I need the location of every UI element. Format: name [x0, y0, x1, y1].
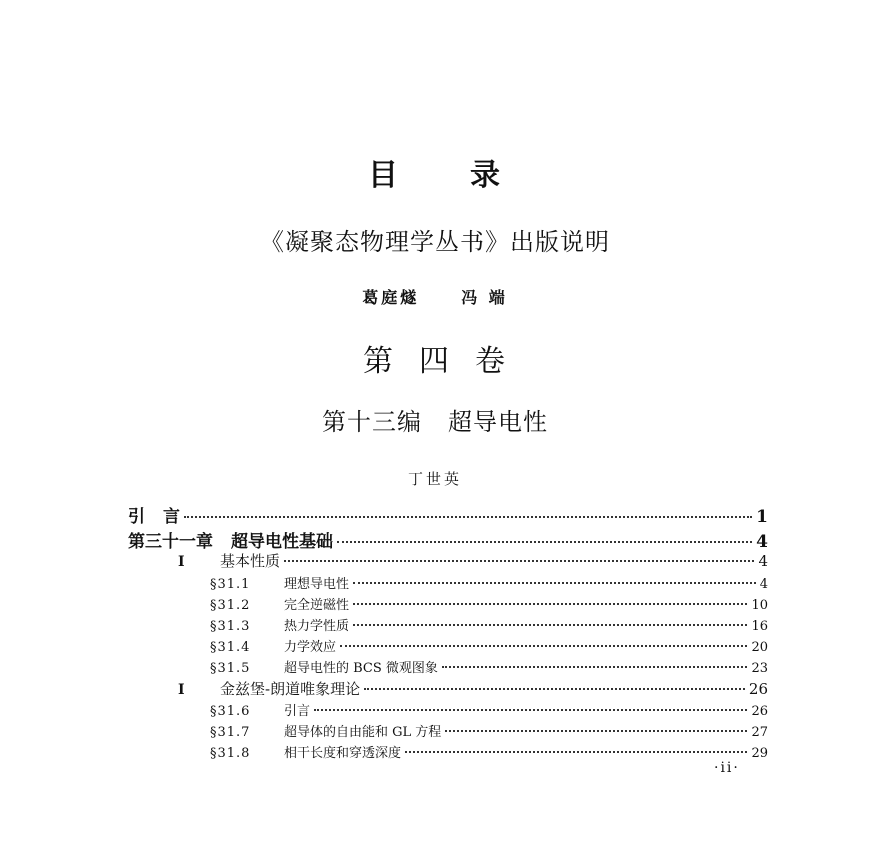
toc-entry-number: §31.4 [210, 640, 251, 655]
toc-entry-page: 26 [748, 680, 768, 698]
leader-dots [314, 708, 747, 711]
toc-entry [210, 573, 768, 592]
toc-entry [128, 527, 768, 552]
toc-entry-page: 10 [751, 598, 768, 613]
toc-entry-title: 超导体的自由能和 GL 方程 [284, 725, 442, 740]
toc-entry-number: §31.5 [210, 661, 251, 676]
toc-entry-title: 引言 [284, 704, 311, 719]
toc-entry-title: 言 [163, 507, 180, 527]
toc-entry [210, 700, 768, 719]
leader-dots [337, 540, 752, 543]
toc-entry-page: 26 [751, 704, 768, 719]
toc-entry-number: I [178, 554, 185, 570]
toc-entry-number: §31.7 [210, 725, 251, 740]
toc-entry-number: 引 [128, 507, 145, 527]
toc-entry-number: §31.6 [210, 704, 251, 719]
toc-entry-title: 基本性质 [220, 552, 281, 570]
toc-entry [210, 657, 768, 676]
toc-entry-title: 金兹堡-朗道唯象理论 [220, 680, 361, 698]
toc-entry-title: 理想导电性 [284, 577, 350, 592]
series-note-title: 《凝聚态物理学丛书》出版说明 [260, 228, 610, 256]
toc-entry-number: §31.3 [210, 619, 251, 634]
toc-entry-page: 20 [751, 640, 768, 655]
editor-name: 冯 端 [461, 288, 508, 307]
toc-entry-page: 1 [756, 507, 768, 527]
toc-entry-title: 力学效应 [284, 640, 337, 655]
volume-char: 四 [419, 344, 451, 379]
toc-entry-page: 4 [756, 532, 768, 552]
toc-entry-page: 4 [758, 552, 768, 570]
toc-entry-page: 29 [751, 746, 768, 761]
toc-entry-number: §31.2 [210, 598, 251, 613]
leader-dots [353, 623, 747, 626]
part-title: 超导电性 [448, 408, 548, 436]
toc-entry-title: 超导电性的 BCS 微观图象 [284, 661, 438, 676]
toc-entry-number: I [178, 682, 185, 698]
toc-entry-title: 相干长度和穿透深度 [284, 746, 402, 761]
toc-entry [210, 721, 768, 740]
toc-entry [178, 550, 768, 571]
toc-entry-number: §31.8 [210, 746, 251, 761]
part-number: 第十三编 [322, 408, 422, 436]
toc-entry-number: §31.1 [210, 577, 251, 592]
leader-dots [442, 665, 748, 668]
leader-dots [184, 515, 752, 518]
toc-entry-title: 完全逆磁性 [284, 598, 350, 613]
toc-entry [210, 636, 768, 655]
toc-entry [128, 502, 768, 527]
toc-entry [210, 742, 768, 761]
toc-entry [210, 594, 768, 613]
toc-entry [210, 615, 768, 634]
editor-name: 葛庭燧 [362, 288, 420, 307]
leader-dots [405, 750, 747, 753]
leader-dots [284, 559, 754, 562]
author-name: 丁世英 [407, 470, 462, 488]
toc-entry-number: 第三十一章 [128, 532, 213, 552]
leader-dots [353, 602, 747, 605]
leader-dots [364, 687, 745, 690]
page-folio: ·ii· [714, 760, 740, 776]
title-char-2: 录 [470, 158, 502, 193]
toc-entry-page: 16 [751, 619, 768, 634]
toc-entry-title: 超导电性基础 [231, 532, 333, 552]
volume-char: 卷 [475, 344, 507, 379]
volume-char: 第 [363, 344, 395, 379]
toc-entry-page: 27 [751, 725, 768, 740]
leader-dots [353, 581, 756, 584]
leader-dots [340, 644, 747, 647]
toc-entry [178, 678, 768, 699]
toc-entry-title: 热力学性质 [284, 619, 350, 634]
toc-entry-page: 4 [759, 577, 768, 592]
leader-dots [445, 729, 747, 732]
title-char-1: 目 [368, 158, 400, 193]
toc-entry-page: 23 [751, 661, 768, 676]
